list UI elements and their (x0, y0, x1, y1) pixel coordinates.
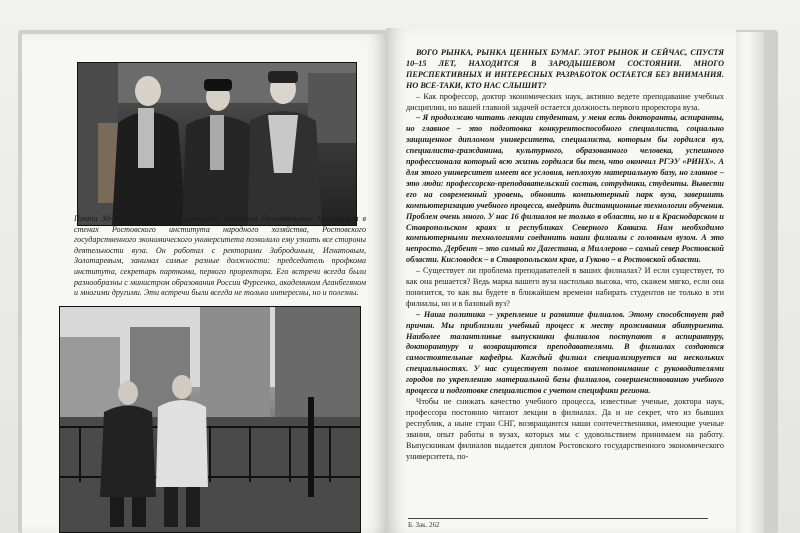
photo-three-men (77, 62, 357, 226)
answer-2: – Наша политика – укрепление и развитие филиалов. Этому способствует ряд причин. Мы приблизили учебный процесс к месту проживания абитуриента. Наиболее талантливые выпускники филиалов поступают в аспирантуру, докторантуру и возвращаются преподавателями. В филиалах создаются самостоятельные кафедры. Каждый филиал специализируется на нескольких специальностях. У нас существует полное взаимопонимание с руководителями городов по укреплению материальной базы филиалов, совершенствованию учебного процесса и подготовке специалистов с учетом специфики региона. (406, 309, 724, 396)
photo-street-figure (60, 307, 360, 532)
photo-caption: Почти 30-летие, проведенное ректором Николаем Геннадиевичем Кузнецовым в стенах Ростовского института народного хозяйства, Ростовского государственного экономического университета позволило ему узнать все стороны деятельности вуза. Он работал с ректорами Забродиным, Игнатовым, Золотаревым, занимал самые разные должности: председатель профкома института, секретарь парткома, первого проректора. Его встречи всегда были разнообразны с министром образования России Фурсенко, академиком Аганбегяном и многими другими. Эти встречи были всегда не только интересны, но и полезны. (74, 214, 366, 298)
left-page (22, 34, 388, 533)
right-page (386, 28, 736, 533)
photo-three-men-figure (78, 63, 356, 225)
answer-3: Чтобы не снижать качество учебного процесса, известные ученые, доктора наук, профессора постоянно читают лекции в филиалах. Да и не секрет, что из бывших республик, а ныне стран СНГ, возвращаются наши соотечественники, имеющие ученые звания, опыт работы в вузах, которых мы с удовольствием принимаем на работу. Выпускникам филиалов выдается диплом Ростовского государственного экономического университета, по- (406, 397, 724, 461)
photo-street-two-men (59, 306, 361, 533)
text-top-fragment: ВОГО РЫНКА, РЫНКА ЦЕННЫХ БУМАГ. ЭТОТ РЫНОК И СЕЙЧАС, СПУСТЯ 10–15 ЛЕТ, НАХОДИТСЯ В ЗАРОДЫШЕВОМ СОСТОЯНИИ. МНОГО ПЕРСПЕКТИВНЫХ И ИНТЕРЕСНЫХ РАЗРАБОТОК ОСТАЕТСЯ БЕЗ ВНИМАНИЯ. НО ВСЕ-ТАКИ, КТО НАС СЛЫШИТ? (406, 48, 724, 90)
page-edge (736, 32, 764, 533)
question-2: – Существует ли проблема преподавателей в ваших филиалах? И если существует, то как она решается? Ведь марка вашего вуза настолько высока, что, скажем мягко, если она понизится, то как вы будете в ближайшем времени набирать студентов не только в эти филиалы, но и в базовый вуз? (406, 266, 724, 308)
article-column (406, 48, 724, 462)
question-1: – Как профессор, доктор экономических наук, активно ведете преподавание учебных дисциплин, но вашей главной задачей остается должность первого проректора вуза. (406, 91, 724, 112)
page-footer: Б. Зак. 262 (408, 518, 708, 529)
answer-1: – Я продолжаю читать лекции студентам, у меня есть докторанты, аспиранты, но главное – это подготовка конкурентоспособного специалиста, социально защищенное дипломом университета, специалиста, которым бы гордился вуз, специалиста-гражданина, культурного, образованного человека, успешного профессионала который всю жизнь гордился бы тем, что окончил РГЭУ «РИНХ». А для этого университет имеет все условия, неплохую материальную базу, но главное – это люди: профессорско-преподавательский состав, сотрудники, студенты. Вывести его на современный уровень, обновить компьютерный парк вуза, завершить компьютеризацию учебного процесса, внедрить дистанционные технологии обучения. Проблем очень много. У нас 16 филиалов не только в области, но и в Краснодарском и Ставропольском краях и республиках Северного Кавказа. Нам необходимо компьютерными технологиями соединить наши филиалы с головным вузом. А это непросто. Дербент – это самый юг Дагестана, а Миллерово – самый север Ростовской области. Кисловодск – в Ставропольском крае, а Гуково – в Ростовской области. (406, 113, 724, 265)
